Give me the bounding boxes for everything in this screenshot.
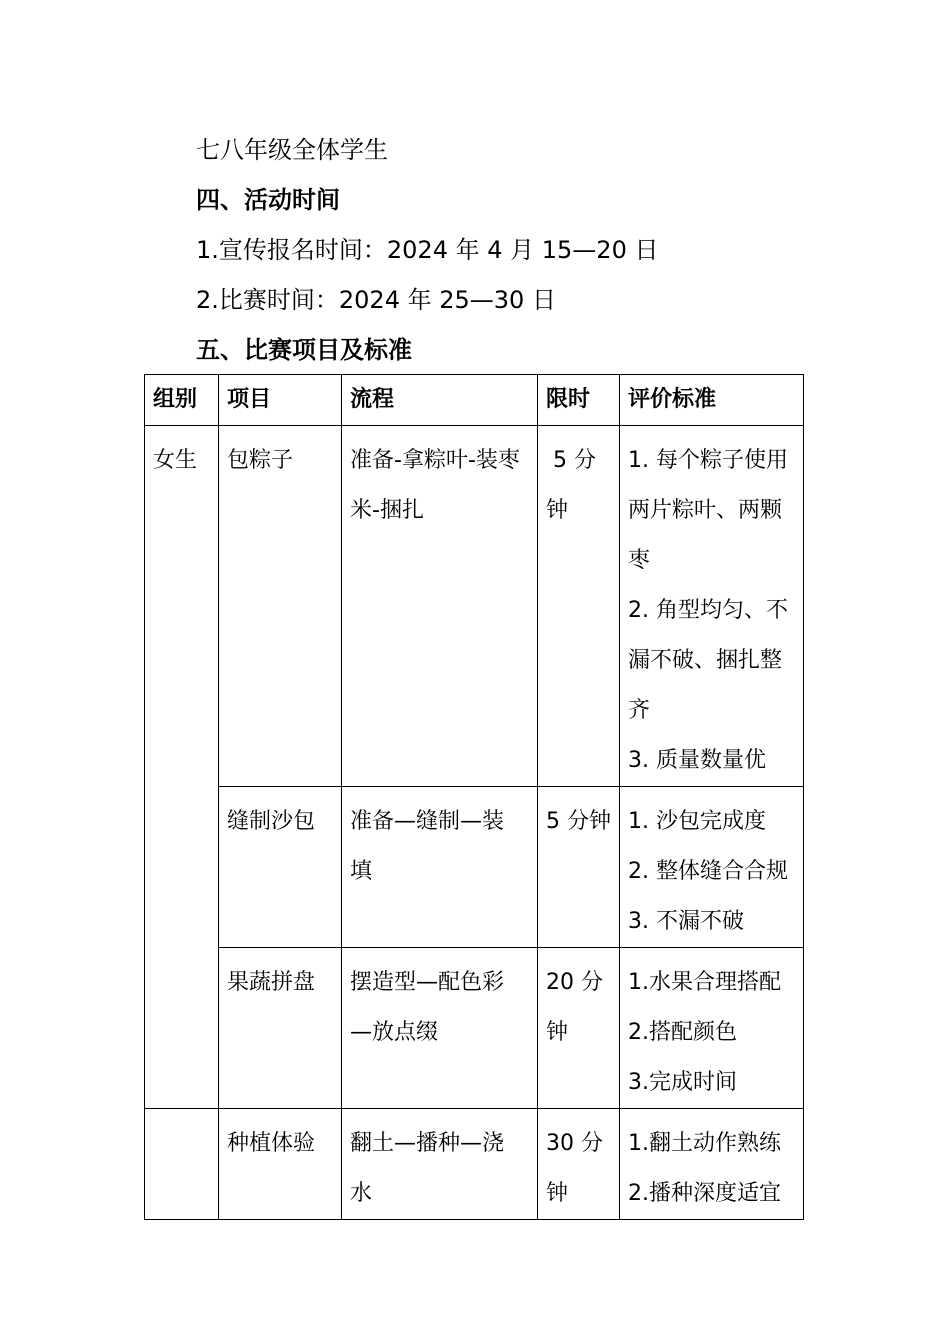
time-line: 30 分	[546, 1131, 603, 1156]
criteria-line: 枣	[628, 548, 651, 573]
table-header-row	[145, 375, 804, 426]
criteria-cell	[620, 1109, 804, 1220]
criteria-line: 1. 沙包完成度	[628, 809, 766, 834]
criteria-line: 3. 不漏不破	[628, 909, 744, 934]
criteria-line: 2. 角型均匀、不	[628, 598, 788, 623]
process-cell	[342, 1109, 538, 1220]
time-line: 钟	[546, 1181, 569, 1206]
header-process: 流程	[342, 375, 538, 426]
group-cell-blank	[145, 1109, 219, 1220]
time-limit-cell	[538, 1109, 620, 1220]
criteria-line: 2.搭配颜色	[628, 1020, 737, 1045]
project-cell: 种植体验	[219, 1109, 342, 1220]
table-row	[145, 426, 804, 787]
competition-table	[144, 374, 804, 1220]
section-heading-time: 四、活动时间	[196, 186, 340, 214]
process-line: 准备—缝制—装	[350, 809, 505, 834]
criteria-line: 1.水果合理搭配	[628, 970, 781, 995]
criteria-line: 1. 每个粽子使用	[628, 448, 788, 473]
time-line: 钟	[546, 498, 569, 523]
time-limit-cell	[538, 787, 620, 948]
time-line: 5 分钟	[546, 809, 611, 834]
criteria-line: 齐	[628, 698, 651, 723]
header-time-limit: 限时	[538, 375, 620, 426]
table-row	[145, 1109, 804, 1220]
criteria-line: 3.完成时间	[628, 1070, 737, 1095]
time-line: 20 分	[546, 970, 603, 995]
process-line: 摆造型—配色彩	[350, 970, 505, 995]
process-cell	[342, 426, 538, 787]
criteria-line: 1.翻土动作熟练	[628, 1131, 781, 1156]
criteria-cell	[620, 787, 804, 948]
section-heading-items: 五、比赛项目及标准	[196, 336, 412, 364]
time-limit-cell	[538, 948, 620, 1109]
criteria-line: 漏不破、捆扎整	[628, 648, 783, 673]
process-line: 填	[350, 859, 373, 884]
process-line: 米-捆扎	[350, 498, 424, 523]
time-line: 5 分	[546, 448, 596, 473]
group-cell-female: 女生	[145, 426, 219, 1109]
criteria-cell	[620, 426, 804, 787]
competition-time-line: 2.比赛时间：2024 年 25—30 日	[196, 286, 556, 314]
criteria-cell	[620, 948, 804, 1109]
criteria-line: 2. 整体缝合合规	[628, 859, 788, 884]
time-limit-cell	[538, 426, 620, 787]
process-line: 水	[350, 1181, 373, 1206]
project-cell: 果蔬拼盘	[219, 948, 342, 1109]
time-line: 钟	[546, 1020, 569, 1045]
process-line: 准备-拿粽叶-装枣	[350, 448, 520, 473]
process-line: 翻土—播种—浇	[350, 1131, 505, 1156]
criteria-line: 2.播种深度适宜	[628, 1181, 781, 1206]
process-cell	[342, 948, 538, 1109]
criteria-line: 3. 质量数量优	[628, 748, 766, 773]
process-cell	[342, 787, 538, 948]
header-group: 组别	[145, 375, 219, 426]
process-line: —放点缀	[350, 1020, 439, 1045]
project-cell: 包粽子	[219, 426, 342, 787]
criteria-line: 两片粽叶、两颗	[628, 498, 783, 523]
project-cell: 缝制沙包	[219, 787, 342, 948]
table-row	[145, 948, 804, 1109]
header-criteria: 评价标准	[620, 375, 804, 426]
registration-time-line: 1.宣传报名时间：2024 年 4 月 15—20 日	[196, 236, 659, 264]
header-project: 项目	[219, 375, 342, 426]
table-row	[145, 787, 804, 948]
audience-line: 七八年级全体学生	[196, 136, 388, 164]
